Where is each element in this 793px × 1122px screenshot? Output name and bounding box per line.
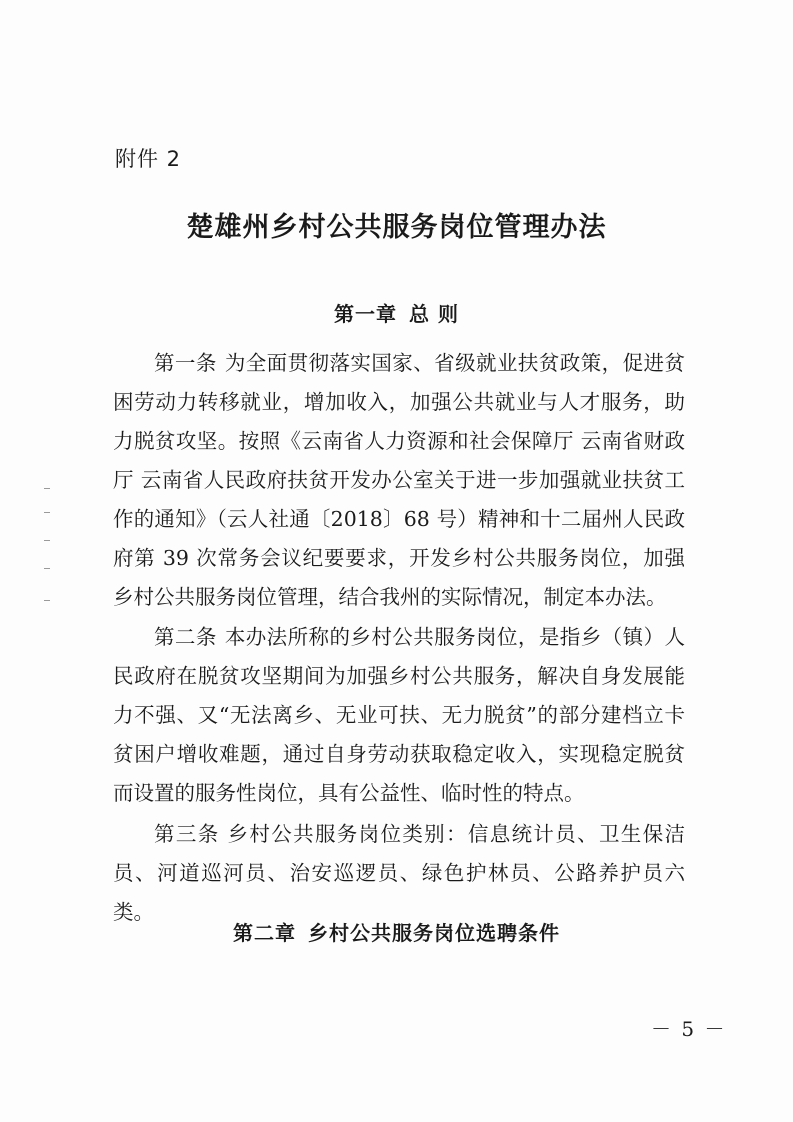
chapter-one-name: 总 则: [409, 302, 459, 326]
chapter-two-heading: [0, 917, 793, 946]
article-paragraph: [113, 815, 685, 932]
margin-mark: [44, 568, 50, 569]
margin-mark: [44, 540, 50, 541]
page-number: － 5 －: [651, 1017, 727, 1041]
margin-mark: [44, 512, 50, 513]
article-number: 第二条: [154, 625, 217, 649]
margin-mark: [44, 488, 50, 489]
article-text: 乡村公共服务岗位类别：信息统计员、卫生保洁员、河道巡河员、治安巡逻员、绿色护林员、公路养护员六类。: [113, 822, 686, 924]
chapter-two-number: 第二章: [233, 921, 296, 945]
chapter-one-heading: [0, 298, 793, 327]
attachment-label: 附件 2: [115, 147, 182, 171]
article-paragraph: [113, 344, 685, 617]
article-text: 为全面贯彻落实国家、省级就业扶贫政策，促进贫困劳动力转移就业，增加收入，加强公共就业与人才服务，助力脱贫攻坚。按照《云南省人力资源和社会保障厅 云南省财政厅 云南省人民政府扶贫开发办公室关于进一步加强就业扶贫工作的通知》（云人社通〔2018〕68 号）精神和十二届州人民政府第 39 次常务会议纪要要求，开发乡村公共服务岗位，加强乡村公共服务岗位管理，结合我州的实际情况，制定本办法。: [113, 351, 685, 609]
article-number: 第一条: [154, 351, 217, 375]
document-title: 楚雄州乡村公共服务岗位管理办法: [186, 212, 607, 243]
article-paragraph: [113, 618, 685, 813]
margin-mark: [44, 600, 50, 601]
chapter-one-number: 第一章: [334, 302, 398, 326]
article-text: 本办法所称的乡村公共服务岗位，是指乡（镇）人民政府在脱贫攻坚期间为加强乡村公共服务，解决自身发展能力不强、又“无法离乡、无业可扶、无力脱贫”的部分建档立卡贫困户增收难题，通过自身劳动获取稳定收入，实现稳定脱贫而设置的服务性岗位，具有公益性、临时性的特点。: [113, 625, 685, 805]
chapter-two-name: 乡村公共服务岗位选聘条件: [308, 921, 560, 945]
article-number: 第三条: [154, 822, 220, 846]
